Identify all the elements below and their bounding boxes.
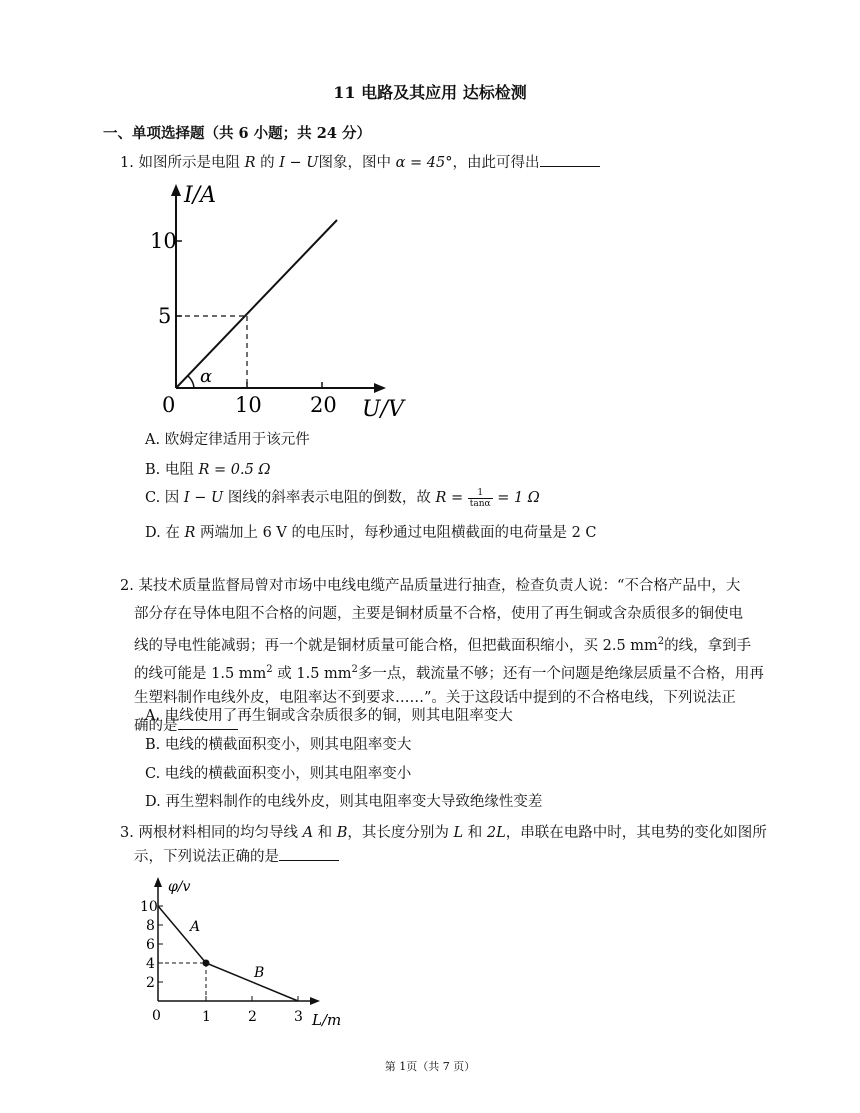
symbol-r: R — [244, 155, 256, 171]
y-tick-10: 10 — [140, 899, 158, 915]
iu-line — [176, 220, 337, 388]
q1-option-c[interactable]: C. 因 I − U 图线的斜率表示电阻的倒数，故 R = $\frac{1}{\tan\alpha}$ = 1 Ω — [145, 487, 540, 509]
q2-option-c[interactable]: C. 电线的横截面积变小，则其电阻率变小 — [145, 766, 412, 782]
symbol-iu: I − U — [279, 155, 319, 171]
question-1-stem — [120, 152, 740, 174]
potential-graph — [138, 873, 363, 1033]
x-axis-label: U/V — [362, 397, 404, 420]
x-tick-2: 2 — [248, 1009, 257, 1025]
angle-arc — [188, 376, 194, 388]
y-tick-10: 10 — [150, 229, 177, 253]
q2-option-d[interactable]: D. 再生塑料制作的电线外皮，则其电阻率变大导致绝缘性变差 — [145, 794, 543, 810]
section-heading: 一、单项选择题（共 6 小题；共 24 分） — [103, 125, 371, 142]
stem-text: 如图所示是电阻 — [138, 155, 240, 171]
potential-line — [158, 906, 298, 1001]
q1-option-b[interactable]: B. 电阻 R = 0.5 Ω — [145, 462, 271, 478]
q1-option-a[interactable]: A. 欧姆定律适用于该元件 — [145, 432, 310, 448]
y-axis-label: φ/v — [168, 879, 191, 895]
y-tick-2: 2 — [146, 975, 155, 991]
q1-option-d[interactable]: D. 在 R 两端加上 6 V 的电压时，每秒通过电阻横截面的电荷量是 2 C — [145, 525, 597, 541]
x-axis-label: L/m — [312, 1011, 342, 1029]
segment-label-b: B — [254, 965, 265, 981]
answer-blank[interactable] — [279, 846, 339, 861]
q2-option-a[interactable]: A. 电线使用了再生铜或含杂质很多的铜，则其电阻率变大 — [145, 708, 513, 724]
answer-blank[interactable] — [540, 152, 600, 167]
x-tick-0: 0 — [162, 393, 176, 417]
y-tick-8: 8 — [146, 918, 155, 934]
question-number: 1. — [120, 155, 134, 171]
y-axis-arrow — [171, 184, 181, 196]
x-tick-3: 3 — [294, 1009, 303, 1025]
stem-text: 的 — [260, 155, 275, 171]
junction-point — [203, 960, 210, 967]
q2-option-b[interactable]: B. 电线的横截面积变小，则其电阻率变大 — [145, 737, 412, 753]
stem-text: 图象，图中 — [318, 155, 392, 171]
page-footer: 第 1页（共 7 页） — [384, 1060, 476, 1073]
angle-label: α — [200, 366, 213, 387]
fraction: $\frac{1}{\tan\alpha}$ — [469, 487, 491, 509]
x-tick-0: 0 — [152, 1008, 161, 1024]
iu-graph — [150, 180, 420, 420]
y-tick-4: 4 — [146, 956, 155, 972]
page-title: 11 电路及其应用 达标检测 — [333, 83, 527, 102]
x-tick-20: 20 — [310, 393, 337, 417]
y-axis-label: I/A — [184, 183, 216, 208]
segment-label-a: A — [190, 919, 201, 935]
x-tick-1: 1 — [202, 1009, 211, 1025]
y-tick-6: 6 — [146, 937, 155, 953]
x-axis-arrow — [374, 383, 386, 393]
y-tick-5: 5 — [158, 304, 172, 328]
x-tick-10: 10 — [235, 393, 262, 417]
alpha-equation: α = 45° — [395, 155, 453, 171]
stem-text: ，由此可得出 — [452, 155, 540, 171]
exam-page: 11 电路及其应用 达标检测 一、单项选择题（共 6 小题；共 24 分） 1. 如图所示是电阻 R 的 I − U图象，图中 α = 45°，由此可得出 α I/A U/V 10 5 0 10 20 A. 欧姆定律适用于该元件 B. 电阻 R = 0.5 Ω C. 因 I − U 图线的斜率表示电阻的倒数，故 R = $\frac{1}{\tan\alpha}$ = 1 Ω D. 在 R 两端加上 6 V 的电压时，每秒通过电阻横截面的电荷量是 2 C 2. 某技术质量监督局曾对市场中电线电缆产品质量进行抽查，检查负责人说：“不合格产品中，大 部分存在导体电阻不合格的问题，主要是铜材质量不合格，使用了再生铜或含杂质很多的铜使电 线的导电性能减弱；再一个就是铜材质量可能合格，但把截面积缩小，买 2.5 $mm^2$的线，拿到手 的线可能是 1.5 $mm^2$ 或 1.5 $mm^2$多一点，载流量不够；还有一个问题是绝缘层质量不合格，用再 生塑料制作电线外皮，电阻率达不到要求……”。关于这段话中提到的不合格电线，下列说法正 确的是 A. 电线使用了再生铜或含杂质很多的铜，则其电阻率变大 B. 电线的横截面积变小，则其电阻率变大 C. 电线的横截面积变小，则其电阻率变小 D. 再生塑料制作的电线外皮，则其电阻率变大导致绝缘性变差 3. 两根材料相同的均匀导线 A 和 B，其长度分别为 L 和 2L，串联在电路中时，其电势的变化如图所 示，下列说法正确的是 φ/v L/m 10 8 6 4 2 0 1 2 3 A B 第 1页（共 7 页） — [0, 0, 860, 1113]
